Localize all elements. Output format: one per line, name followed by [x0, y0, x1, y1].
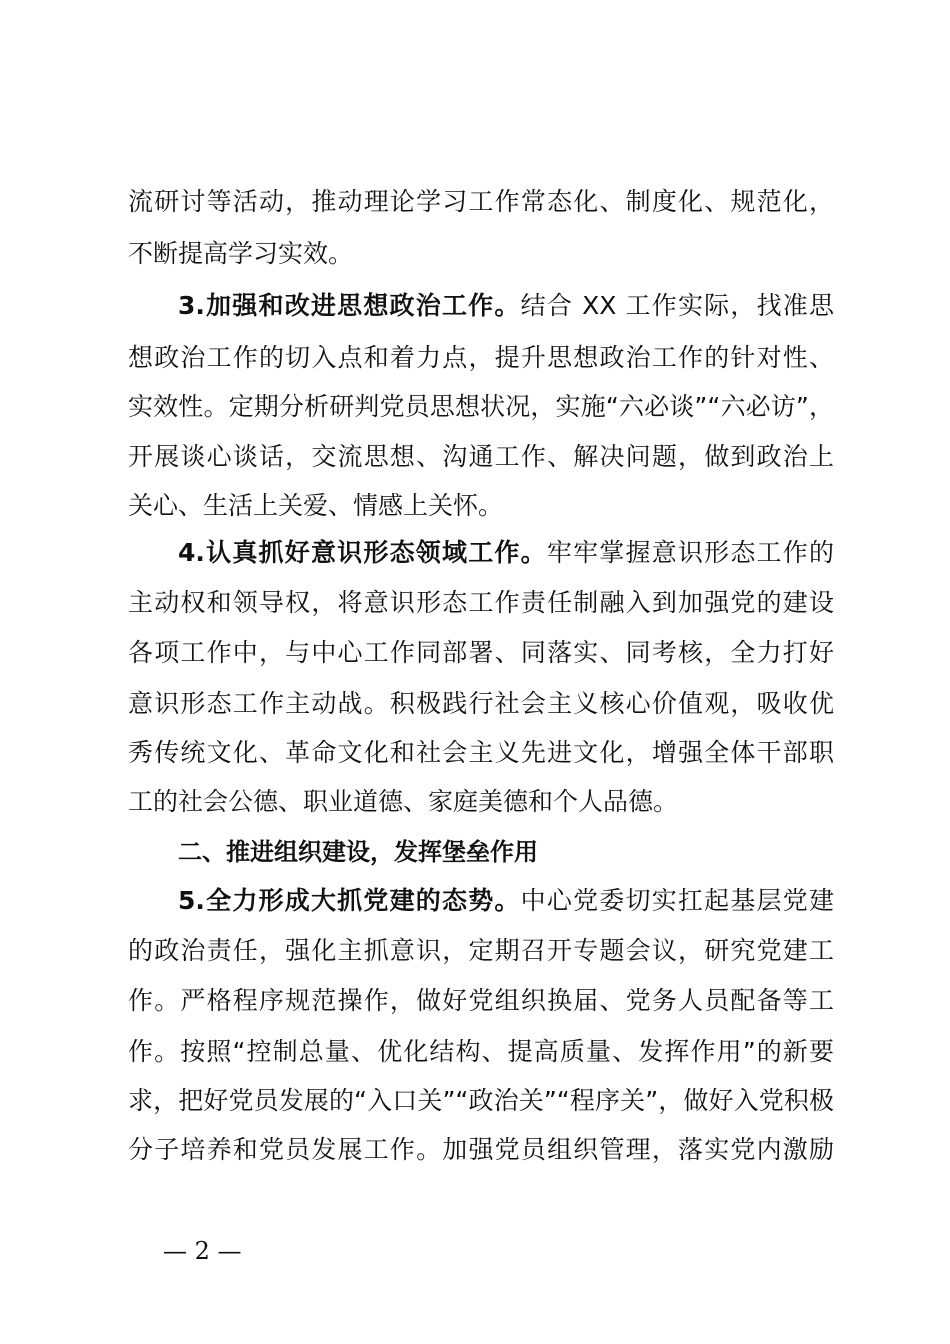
item-4-text: 牢牢掌握意识形态工作的	[546, 538, 834, 567]
page-number: — 2 —	[163, 1237, 242, 1265]
item-3-first-line	[178, 287, 834, 325]
paragraph-line: 想政治工作的切入点和着力点，提升思想政治工作的针对性、	[128, 343, 834, 372]
item-5-first-line	[178, 882, 834, 920]
paragraph-line: 作。按照“控制总量、优化结构、提高质量、发挥作用”的新要	[128, 1037, 834, 1066]
paragraph-line: 分子培养和党员发展工作。加强党员组织管理，落实党内激励	[128, 1135, 834, 1164]
paragraph-line: 开展谈心谈话，交流思想、沟通工作、解决问题，做到政治上	[128, 442, 834, 471]
paragraph-line: 不断提高学习实效。	[128, 239, 354, 268]
paragraph-line: 的政治责任，强化主抓意识，定期召开专题会议，研究党建工	[128, 936, 834, 965]
paragraph-line: 求，把好党员发展的“入口关”“政治关”“程序关”，做好入党积极	[128, 1086, 834, 1115]
item-3-text: 结合 XX 工作实际，找准思	[520, 291, 834, 320]
paragraph-line: 意识形态工作主动战。积极践行社会主义核心价值观，吸收优	[128, 689, 834, 718]
paragraph-line: 流研讨等活动，推动理论学习工作常态化、制度化、规范化，	[128, 187, 834, 216]
section-heading: 二、推进组织建设，发挥堡垒作用	[178, 838, 538, 866]
paragraph-line: 作。严格程序规范操作，做好党组织换届、党务人员配备等工	[128, 986, 834, 1015]
item-3-title: 3.加强和改进思想政治工作。	[178, 291, 521, 320]
paragraph-line: 工的社会公德、职业道德、家庭美德和个人品德。	[128, 787, 679, 816]
paragraph-line: 关心、生活上关爱、情感上关怀。	[128, 491, 504, 520]
item-5-title: 5.全力形成大抓党建的态势。	[178, 886, 521, 915]
paragraph-line: 秀传统文化、革命文化和社会主义先进文化，增强全体干部职	[128, 738, 834, 767]
paragraph-line: 各项工作中，与中心工作同部署、同落实、同考核，全力打好	[128, 638, 834, 667]
item-4-first-line	[178, 534, 834, 572]
item-4-title: 4.认真抓好意识形态领域工作。	[178, 538, 547, 567]
paragraph-line: 实效性。定期分析研判党员思想状况，实施“六必谈”“六必访”，	[128, 392, 834, 421]
paragraph-line: 主动权和领导权，将意识形态工作责任制融入到加强党的建设	[128, 588, 834, 617]
item-5-text: 中心党委切实扛起基层党建	[520, 886, 834, 915]
